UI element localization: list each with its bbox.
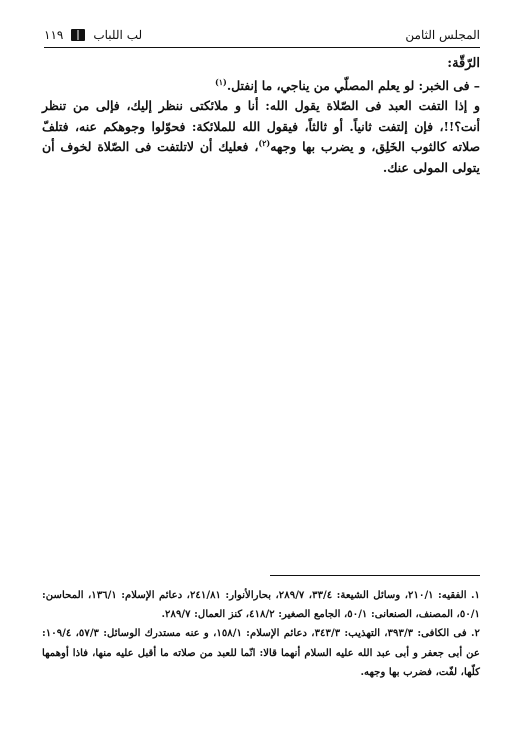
- page-header: [44, 26, 480, 48]
- session-title: المجلس الثامن: [405, 28, 480, 42]
- footnote-1: ١. الفقيه: ٢١٠/١، وسائل الشيعة: ٣٣/٤، ٢٨٩/٧، بحارالأنوار: ٢٤١/٨١، دعائم الإسلام: ١٣٦/١، المحاسن: ٥٠/١، المصنف، الصنعانى: ٥٠/١، الجامع الصغير: ٤١٨/٢، كنز العمال: ٢٨٩/٧.: [42, 589, 480, 621]
- section-title: الرّقّة:: [447, 56, 480, 71]
- header-book-info: [44, 28, 142, 42]
- paragraph-1: [42, 76, 480, 97]
- main-text: [42, 54, 480, 178]
- header-rule: [44, 47, 480, 48]
- paragraph-2: [42, 96, 480, 178]
- footnotes: [42, 586, 480, 682]
- footnote-ref-1: (١): [214, 76, 227, 87]
- book-icon: [71, 29, 85, 41]
- paragraph-2-text-b: ، فعليك أن لاتلتفت فى الصّلاة لخوف أن يتولى المولى عنك.: [42, 139, 480, 175]
- footnote-2: ٢. فى الكافى: ٣٩٣/٣، التهذيب: ٣٤٣/٣، دعائم الإسلام: ١٥٨/١، و عنه مستدرك الوسائل: ٥٧/٣، ١٠٩/٤: عن أبى جعفر و أبى عبد الله عليه السلام أنهما قالا: انّما للعبد من صلاته ما أقبل عليه منها، فاذا أوهمها كلّها، لفّت، فضرب بها وجهه.: [42, 627, 480, 678]
- paragraph-2-text-a: و إذا التفت العبد فى الصّلاة يقول الله: أنا و ملائكتى ننظر إليك، فإلى من تنظر أنت؟!!، فإن إلتفت ثانياً. أو ثالثاً، فيقول الله للملائكة: فحوّلوا وجوهكم عنه، فتلفّ صلاته كالثوب الخَلِق، و يضرب بها وجهه: [42, 98, 481, 154]
- footnote-separator: [270, 575, 480, 576]
- page-number: ١١٩: [44, 28, 64, 42]
- book-title: لب اللباب: [93, 28, 143, 42]
- paragraph-1-text: – فى الخبر: لو يعلم المصلّي من يناجي، ما إنفتل.: [226, 77, 480, 93]
- footnote-ref-2: (٢): [258, 137, 271, 148]
